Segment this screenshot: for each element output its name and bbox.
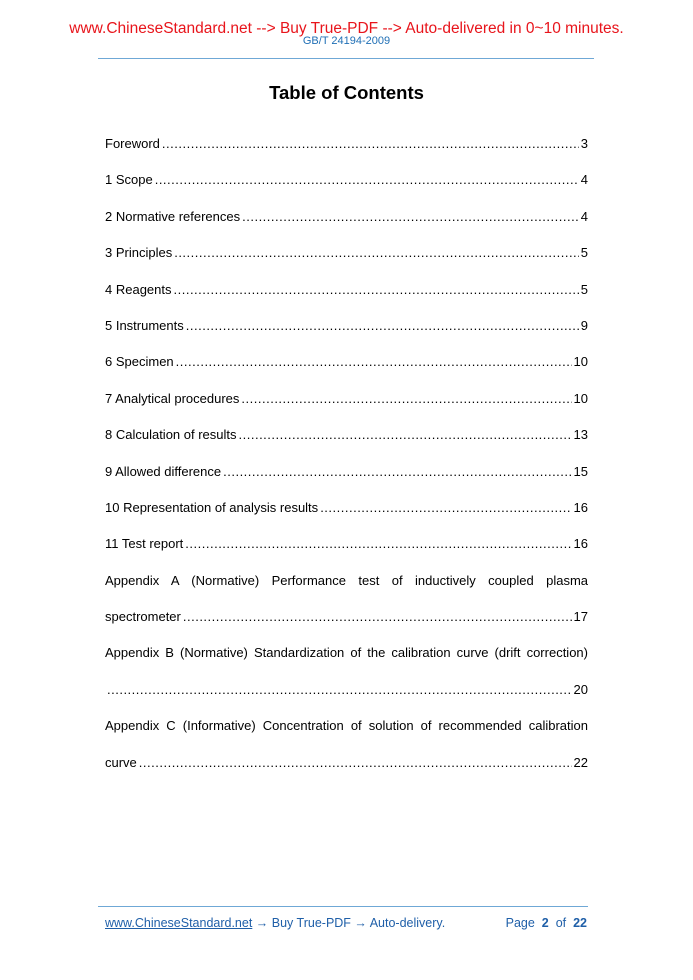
dot-leader: [107, 682, 572, 697]
toc-entry-appendix-c[interactable]: Appendix C (Informative) Concentration of solution of recommended calibration: [105, 718, 588, 734]
toc-page: 17: [573, 609, 588, 625]
table-of-contents: [105, 136, 588, 791]
dot-leader: [155, 172, 579, 187]
toc-label: 2 Normative references: [105, 208, 241, 224]
toc-entry-representation[interactable]: [105, 500, 588, 536]
toc-page: 4: [580, 172, 588, 188]
toc-page: 5: [580, 245, 588, 261]
page-footer: [105, 916, 587, 930]
total-pages: 22: [573, 916, 587, 930]
toc-page: 13: [573, 427, 588, 443]
dot-leader: [174, 245, 579, 260]
toc-page: 3: [580, 136, 588, 151]
dot-leader: [239, 427, 572, 442]
toc-label: spectrometer: [105, 609, 181, 625]
toc-label: Foreword: [105, 136, 160, 151]
toc-label: 11 Test report: [105, 536, 184, 552]
toc-page: 10: [573, 354, 588, 370]
page-word: Page: [505, 916, 535, 930]
toc-entry-appendix-a-cont[interactable]: [105, 609, 588, 645]
dot-leader: [174, 282, 579, 297]
current-page: 2: [541, 916, 549, 930]
toc-entry-appendix-a[interactable]: Appendix A (Normative) Performance test of inductively coupled plasma: [105, 572, 588, 588]
standard-code: GB/T 24194-2009: [302, 35, 391, 47]
dot-leader: [162, 136, 579, 151]
toc-page: 10: [573, 390, 588, 406]
toc-entry-analytical-procedures[interactable]: [105, 391, 588, 427]
toc-entry-allowed-difference[interactable]: [105, 464, 588, 500]
toc-entry-appendix-b[interactable]: Appendix B (Normative) Standardization of the calibration curve (drift correction): [105, 645, 588, 661]
toc-label: 6 Specimen: [105, 354, 174, 370]
dot-leader: [223, 464, 571, 479]
toc-label: 4 Reagents: [105, 281, 172, 297]
promo-banner[interactable]: www.ChineseStandard.net --> Buy True-PDF --> Auto-delivered in 0~10 minutes.: [69, 20, 624, 37]
dot-leader: [185, 536, 571, 551]
toc-entry-instruments[interactable]: [105, 318, 588, 354]
toc-entry-reagents[interactable]: [105, 282, 588, 318]
dot-leader: [320, 500, 571, 515]
toc-label: 8 Calculation of results: [105, 427, 237, 443]
dot-leader: [241, 391, 571, 406]
toc-page: 16: [573, 536, 588, 552]
dot-leader: [242, 209, 579, 224]
toc-page: 9: [580, 317, 588, 333]
toc-label: 7 Analytical procedures: [105, 390, 240, 406]
toc-label: 5 Instruments: [105, 317, 184, 333]
toc-page: 4: [580, 208, 588, 224]
dot-leader: [183, 609, 572, 624]
toc-entry-specimen[interactable]: [105, 354, 588, 390]
toc-label: 3 Principles: [105, 245, 173, 261]
toc-entry-test-report[interactable]: [105, 536, 588, 572]
header-rule: [98, 58, 594, 59]
toc-page: 20: [573, 681, 588, 697]
footer-delivery-text: → Buy True-PDF → Auto-delivery.: [252, 916, 446, 930]
toc-page: 5: [580, 281, 588, 297]
toc-page: 15: [573, 463, 588, 479]
toc-entry-calculation[interactable]: [105, 427, 588, 463]
dot-leader: [139, 755, 572, 770]
toc-page: 16: [573, 499, 588, 515]
toc-entry-appendix-b-cont[interactable]: [105, 682, 588, 718]
toc-entry-normative-references[interactable]: [105, 209, 588, 245]
toc-entry-appendix-c-cont[interactable]: [105, 755, 588, 791]
footer-site-link[interactable]: www.ChineseStandard.net: [105, 916, 253, 930]
toc-entry-foreword[interactable]: [105, 136, 588, 172]
toc-entry-principles[interactable]: [105, 245, 588, 281]
footer-rule: [98, 906, 588, 907]
dot-leader: [176, 354, 572, 369]
toc-page: 22: [573, 754, 588, 770]
page-title: Table of Contents: [269, 82, 424, 103]
dot-leader: [186, 318, 579, 333]
toc-label: 1 Scope: [105, 172, 153, 188]
toc-label: curve: [105, 754, 137, 770]
toc-entry-scope[interactable]: [105, 172, 588, 208]
of-word: of: [555, 916, 567, 930]
footer-promo: [105, 916, 445, 930]
toc-label: 10 Representation of analysis results: [105, 499, 319, 515]
page-counter: [506, 916, 587, 930]
toc-label: 9 Allowed difference: [105, 463, 222, 479]
